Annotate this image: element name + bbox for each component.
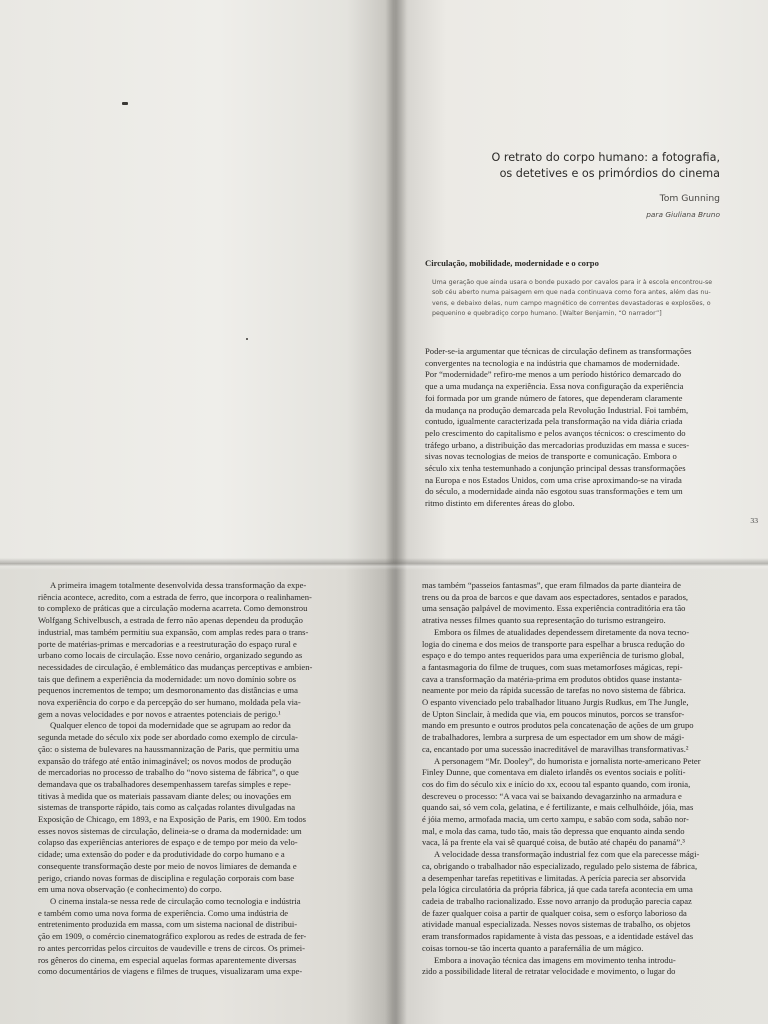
- text-line: atrativa nesses filmes quanto sua representação do turismo estrangeiro.: [422, 615, 666, 626]
- text-line: Embora a inovação técnica das imagens em movimento tenha introdu-: [434, 954, 676, 965]
- text-line: Finley Dunne, que comentava em dialeto irlandês os eventos sociais e políti-: [422, 767, 686, 778]
- text-line: de trabalhadores, lembra a surpresa de um espectador em um show de mági-: [422, 732, 685, 743]
- body-text-right: [422, 580, 762, 978]
- text-line: da mudança na produção demarcada pela Revolução Industrial. Foi também,: [425, 404, 689, 415]
- text-line: coisas tornou-se tão incerta quanto a parafernália de um mágico.: [422, 942, 644, 953]
- text-line: quando sai, só vem cola, gelatina, e é fertilizante, e mais celhulhóide, jóia, mas: [422, 802, 694, 813]
- epigraph-line: Uma geração que ainda usara o bonde puxado por cavalos para ir à escola encontrou-se: [432, 279, 713, 286]
- text-line: colapso das experiências anteriores de espaço e de tempo por meio da velo-: [38, 837, 298, 848]
- text-line: gem a novas velocidades e por novos e atraentes potenciais de perigo.¹: [38, 708, 281, 719]
- text-line: tais que definem a experiência da modernidade: um novo domínio sobre os: [38, 673, 296, 684]
- chapter-title: [400, 150, 720, 182]
- text-line: em uma nova observação (e conhecimento) do corpo.: [38, 884, 222, 895]
- text-line: pela lógica circulatória da própria fábrica, já que cada tarefa acontecia em uma: [422, 884, 693, 895]
- text-line: ros gêneros do cinema, em especial aquelas formas aparentemente diversas: [38, 954, 297, 965]
- text-line: e também como uma nova forma de experiência. Como uma indústria de: [38, 907, 289, 918]
- text-line: mas também “passeios fantasmas”, que eram filmados da parte dianteira de: [422, 580, 681, 590]
- text-line: riência acontece, acredito, com a estrada de ferro, que incorpora o realinhamen-: [38, 591, 312, 602]
- text-line: logia do cinema e dos meios de transporte para espelhar a brusca redução do: [422, 638, 685, 649]
- dedication: para Giuliana Bruno: [646, 210, 720, 219]
- page-number: 33: [750, 516, 758, 525]
- text-line: ro antes percorridas pelos circuitos de vaudeville e trens de circos. Os primei-: [38, 942, 306, 953]
- text-line: ção em 1909, o comércio cinematográfico explorou as redes de estrada de fer-: [38, 931, 307, 942]
- text-line: foi formada por um grande número de fatores, que dependeram claramente: [425, 392, 683, 403]
- body-page-right: [392, 563, 768, 1024]
- text-line: contudo, igualmente caracterizada pela transformação na vida diária criada: [425, 416, 683, 427]
- text-line: porte de matérias-primas e mercadorias e a reestruturação do espaço rural e: [38, 638, 297, 649]
- text-line: vaca, lá pa frente ela vai sê quarqué coisa, de butão até chapéu do panamá”.³: [422, 837, 685, 848]
- blank-left-page: [0, 0, 394, 563]
- section-heading: Circulação, mobilidade, modernidade e o corpo: [425, 258, 599, 268]
- text-line: segunda metade do século xix pode ser abordado como exemplo de circula-: [38, 732, 298, 743]
- epigraph-line: sob céu aberto numa paisagem em que nada continuava como fora antes, além das nu-: [432, 289, 711, 297]
- text-line: a fantasmagoria do filme de truques, com suas metamorfoses mágicas, repi-: [422, 661, 683, 672]
- text-line: sistemas de transporte rápido, tais como as calçadas rolantes divulgadas na: [38, 802, 296, 813]
- text-line: urbano como locais de circulação. Esse novo cenário, organizado segundo as: [38, 650, 303, 661]
- text-line: O espanto vivenciado pelo trabalhador lituano Jurgis Rudkus, em The Jungle,: [422, 697, 689, 708]
- text-line: de mercadorias no processo de trabalho do “novo sistema de fábrica”, o que: [38, 767, 299, 778]
- scan-speck: [122, 102, 128, 105]
- text-line: convergentes na tecnologia e na indústria que chamamos de modernidade.: [425, 357, 680, 368]
- author-name: Tom Gunning: [659, 193, 720, 204]
- text-line: consequente transformação deste por meio de novos limiares de demanda e: [38, 860, 297, 871]
- text-line: sivas novas tecnologias de meios de transporte e comunicação. Embora o: [425, 451, 677, 462]
- text-line: eram transformados rapidamente à vista das pessoas, e a identidade estável das: [422, 931, 694, 942]
- text-line: mando em presunto e outros produtos pela concatenação de ações de um grupo: [422, 720, 694, 731]
- text-line: Exposição de Chicago, em 1893, e na Exposição de Paris, em 1900. Em todos: [38, 814, 307, 825]
- text-line: descreveu o processo: “A vaca vai se baixando devagarzinho na armadura e: [422, 790, 682, 801]
- text-line: é jóia memo, armofada macia, um certo xampu, e sabão com soda, sabão nor-: [422, 814, 689, 825]
- text-line: atividade manual especializada. Nesses novos sistemas de trabalho, os objetos: [422, 919, 691, 930]
- text-line: zido a possibilidade literal de retratar velocidade e movimento, o lugar do: [422, 966, 676, 977]
- text-line: do século, a modernidade ainda não esgotou suas transformações e tem um: [425, 486, 683, 497]
- text-line: cos do fim do século xix e início do xx, ecoou tal espanto quando, com ironia,: [422, 778, 691, 789]
- text-line: mal, e mola das cama, tudo tão, mais tão depressa que enquanto ainda sendo: [422, 825, 685, 836]
- text-line: que a uma mudança na experiência. Essa nova configuração da experiência: [425, 381, 684, 392]
- text-line: Wolfgang Schivelbusch, a estrada de ferro não apenas dependeu da produção: [38, 615, 303, 626]
- text-line: trens ou da proa de barcos e que davam aos espectadores, sentados e parados,: [422, 591, 689, 602]
- text-line: industrial, mas também permitiu sua expansão, com amplas redes para o trans-: [38, 626, 309, 637]
- text-line: ca, encantado por uma sucessão inacreditável de maravilhas transformativas.²: [422, 743, 689, 754]
- text-line: A primeira imagem totalmente desenvolvida dessa transformação da expe-: [50, 580, 307, 590]
- text-line: necessidades de circulação, é emblemático das mudanças perceptivas e ambien-: [38, 661, 313, 672]
- text-line: pequenos incrementos de tempo; um desmoronamento das distâncias e uma: [38, 685, 298, 696]
- text-line: de fazer qualquer coisa a partir de qualquer coisa, sem o esforço laborioso da: [422, 907, 687, 918]
- text-line: to complexo de práticas que a circulação moderna acarreta. Como demonstrou: [38, 603, 308, 614]
- chapter-title-line: os detetives e os primórdios do cinema: [499, 167, 720, 180]
- text-line: cadeia de trabalho racionalizado. Esse novo arranjo da produção parecia capaz: [422, 895, 692, 906]
- text-line: século xix tenha testemunhado a conjunção principal dessas transformações: [425, 463, 686, 474]
- body-text-left: [38, 580, 382, 978]
- text-line: Poder-se-ia argumentar que técnicas de circulação definem as transformações: [425, 346, 692, 356]
- text-line: perigo, criando novas formas de disciplina e regulação corporais com base: [38, 872, 295, 883]
- text-line: ca, obrigando o trabalhador não especializado, regulado pelo sistema de fábrica,: [422, 860, 698, 871]
- body-page-left: [0, 563, 392, 1024]
- epigraph: [432, 278, 732, 319]
- text-line: a desempenhar tarefas repetitivas e limitadas. A perícia parecia ser absorvida: [422, 872, 686, 883]
- text-line: Qualquer elenco de topoi da modernidade que se agrupam ao redor da: [50, 720, 291, 731]
- chapter-title-line: O retrato do corpo humano: a fotografia,: [491, 151, 720, 164]
- text-line: Por “modernidade” refiro-me menos a um período histórico demarcado do: [425, 369, 682, 380]
- intro-paragraph: [425, 346, 725, 510]
- text-line: Embora os filmes de atualidades dependessem diretamente da nova tecno-: [434, 626, 690, 637]
- text-line: como documentários de viagens e filmes de truques, visualizaram uma expe-: [38, 966, 303, 977]
- text-line: ritmo distinto em diferentes áreas do globo.: [425, 498, 575, 509]
- epigraph-line: vens, e debaixo delas, num campo magnético de correntes devastadoras e explosões, o: [432, 299, 711, 307]
- text-line: tráfego urbano, a distribuição das mercadorias produzidas em massa e suces-: [425, 439, 690, 450]
- text-line: titivas à medida que os materiais passavam diante deles; ou inovações em: [38, 790, 292, 801]
- text-line: expansão do tráfego até então inimaginável; os novos modos de produção: [38, 755, 292, 766]
- text-line: neamente por meio da rápida sucessão de tarefas no novo sistema de fábrica.: [422, 685, 686, 696]
- text-line: nova experiência do corpo e da percepção do ser humano, moldada pela via-: [38, 697, 301, 708]
- text-line: A personagem “Mr. Dooley”, do humorista e jornalista norte-americano Peter: [434, 755, 701, 766]
- epigraph-line: pequenino e quebradiço corpo humano. [Walter Benjamin, “O narrador”]: [432, 309, 662, 317]
- text-line: A velocidade dessa transformação industrial fez com que ela parecesse mági-: [434, 849, 700, 860]
- scan-speck: [246, 338, 248, 340]
- text-line: demandava que os trabalhadores desempenhassem tarefas simples e repe-: [38, 778, 291, 789]
- text-line: esses novos sistemas de circulação, delineia-se o drama da modernidade: um: [38, 825, 302, 836]
- text-line: de Upton Sinclair, à medida que via, em poucos minutos, porcos se transfor-: [422, 708, 685, 719]
- chapter-opening-page: [394, 0, 768, 563]
- text-line: espaço e do tempo antes requeridos para uma experiência de turismo global,: [422, 650, 685, 661]
- text-line: cidade; uma extensão do poder e da produtividade do corpo humano e a: [38, 849, 285, 860]
- text-line: cava a transformação da matéria-prima em produtos obtidos quase instanta-: [422, 673, 682, 684]
- text-line: na Europa e nos Estados Unidos, com uma crise aproximando-se na virada: [425, 474, 682, 485]
- text-line: entretenimento produzida em massa, com um sistema nacional de distribui-: [38, 919, 298, 930]
- text-line: pelo crescimento do capitalismo e pelos avanços técnicos: o crescimento do: [425, 427, 686, 438]
- text-line: ção: o sistema de bulevares na haussmannização de Paris, que permitiu uma: [38, 743, 300, 754]
- text-line: O cinema instala-se nessa rede de circulação como tecnologia e indústria: [50, 895, 301, 906]
- text-line: uma sensação palpável de movimento. Essa experiência contraditória era tão: [422, 603, 686, 614]
